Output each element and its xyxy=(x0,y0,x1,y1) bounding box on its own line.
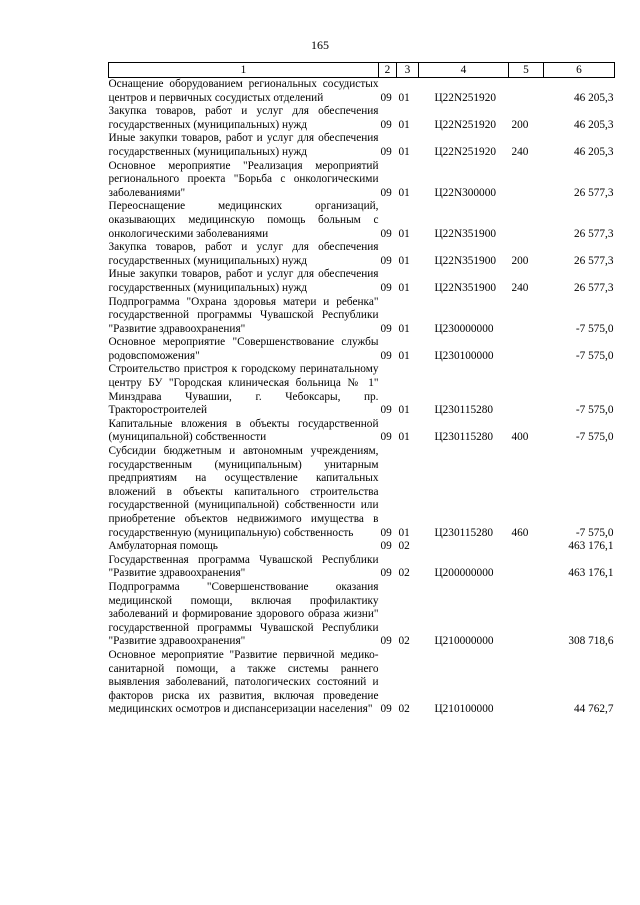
row-name: Закупка товаров, работ и услуг для обеспечения государственных (муниципальных) нужд xyxy=(108,105,379,131)
row-amount: 463 176,1 xyxy=(568,540,614,553)
row-expense-type: 240 xyxy=(511,145,529,158)
table-row xyxy=(109,581,615,649)
row-subsection: 02 xyxy=(398,635,410,648)
row-subsection: 01 xyxy=(398,322,410,335)
row-target-article: Ц210000000 xyxy=(434,635,494,648)
row-target-article: Ц22N351900 xyxy=(434,281,497,294)
row-amount: 44 762,7 xyxy=(573,703,614,716)
header-col-5: 5 xyxy=(509,63,544,78)
table-row xyxy=(109,445,615,540)
row-section: 09 xyxy=(380,227,392,240)
row-amount: 26 577,3 xyxy=(573,254,614,267)
row-expense-type xyxy=(509,160,544,201)
row-target-article: Ц230115280 xyxy=(434,526,494,539)
header-col-4: 4 xyxy=(419,63,509,78)
table-row xyxy=(109,132,615,159)
row-section: 09 xyxy=(380,567,392,580)
row-name: Иные закупки товаров, работ и услуг для обеспечения государственных (муниципальных) нужд xyxy=(108,132,379,158)
table-row xyxy=(109,336,615,363)
row-target-article: Ц210100000 xyxy=(434,703,494,716)
row-expense-type: 240 xyxy=(511,281,529,294)
row-section: 09 xyxy=(380,281,392,294)
row-target-article: Ц200000000 xyxy=(434,567,494,580)
table-row xyxy=(109,200,615,241)
row-expense-type: 460 xyxy=(511,526,529,539)
row-subsection: 02 xyxy=(398,567,410,580)
row-expense-type xyxy=(509,200,544,241)
table-row xyxy=(109,363,615,417)
row-target-article: Ц22N300000 xyxy=(434,186,497,199)
row-target-article: Ц230115280 xyxy=(434,404,494,417)
row-expense-type xyxy=(509,296,544,337)
header-row xyxy=(109,63,615,78)
table-row xyxy=(109,160,615,201)
row-name: Основное мероприятие "Реализация мероприятий регионального проекта "Борьба с онкологическими заболеваниями" xyxy=(108,159,379,199)
row-name: Оснащение оборудованием региональных сосудистых центров и первичных сосудистых отделений xyxy=(108,78,379,104)
row-target-article: Ц230115280 xyxy=(434,431,494,444)
row-name: Основное мероприятие "Развитие первичной медико-санитарной помощи, а также системы раннего выявления заболеваний, патологических состояний и факторов риска их развития, включая проведение медицинских осмотров и диспансеризации населения" xyxy=(108,648,379,716)
header-col-2: 2 xyxy=(379,63,397,78)
header-col-3: 3 xyxy=(397,63,419,78)
row-amount: -7 575,0 xyxy=(575,526,614,539)
table-row xyxy=(109,649,615,717)
row-subsection: 01 xyxy=(398,186,410,199)
row-amount: 26 577,3 xyxy=(573,186,614,199)
row-subsection: 01 xyxy=(398,227,410,240)
row-expense-type: 200 xyxy=(511,118,529,131)
row-amount: 26 577,3 xyxy=(573,281,614,294)
row-name: Государственная программа Чувашской Республики "Развитие здравоохранения" xyxy=(108,553,379,580)
row-section: 09 xyxy=(380,322,392,335)
row-subsection: 02 xyxy=(398,703,410,716)
row-amount: -7 575,0 xyxy=(575,404,614,417)
table-row xyxy=(109,241,615,268)
row-amount: 46 205,3 xyxy=(573,145,614,158)
row-subsection: 01 xyxy=(398,145,410,158)
row-amount: 463 176,1 xyxy=(568,567,614,580)
row-name: Переоснащение медицинских организаций, оказывающих медицинскую помощь больным с онкологическими заболеваниями xyxy=(108,200,379,240)
row-expense-type xyxy=(509,363,544,417)
page-number: 165 xyxy=(311,38,329,52)
header-col-6: 6 xyxy=(544,63,615,78)
row-subsection: 01 xyxy=(398,404,410,417)
row-target-article xyxy=(419,540,509,554)
row-name: Закупка товаров, работ и услуг для обеспечения государственных (муниципальных) нужд xyxy=(108,241,379,267)
row-section: 09 xyxy=(380,186,392,199)
row-section: 09 xyxy=(380,349,392,362)
row-section: 09 xyxy=(380,431,392,444)
row-section: 09 xyxy=(380,635,392,648)
table-row xyxy=(109,105,615,132)
row-expense-type xyxy=(509,554,544,581)
row-expense-type: 200 xyxy=(511,254,529,267)
row-expense-type xyxy=(509,649,544,717)
row-expense-type: 400 xyxy=(511,431,529,444)
row-name: Подпрограмма "Совершенствование оказания медицинской помощи, включая профилактику заболеваний и формирование здорового образа жизни" государственной программы Чувашской Республики "Развитие здравоохранения" xyxy=(108,580,379,648)
row-target-article: Ц22N351900 xyxy=(434,227,497,240)
row-section: 09 xyxy=(380,703,392,716)
row-target-article: Ц22N251920 xyxy=(434,118,497,131)
row-expense-type xyxy=(509,336,544,363)
row-name: Капитальные вложения в объекты государственной (муниципальной) собственности xyxy=(108,417,379,444)
row-section: 09 xyxy=(380,254,392,267)
row-amount: 46 205,3 xyxy=(573,118,614,131)
row-target-article: Ц22N251920 xyxy=(434,91,497,104)
table-body xyxy=(109,78,615,717)
row-name: Строительство пристроя к городскому перинатальному центру БУ "Городская клиническая больница № 1" Минздрава Чувашии, г. Чебоксары, пр. Тракторостроителей xyxy=(108,363,379,417)
row-subsection: 01 xyxy=(398,526,410,539)
row-expense-type xyxy=(509,78,544,106)
row-subsection: 01 xyxy=(398,91,410,104)
row-subsection: 01 xyxy=(398,254,410,267)
row-subsection: 01 xyxy=(398,118,410,131)
row-target-article: Ц22N251920 xyxy=(434,145,497,158)
row-expense-type xyxy=(509,581,544,649)
row-name: Иные закупки товаров, работ и услуг для обеспечения государственных (муниципальных) нужд xyxy=(108,268,379,294)
row-section: 09 xyxy=(380,145,392,158)
table-row xyxy=(109,296,615,337)
row-target-article: Ц22N351900 xyxy=(434,254,497,267)
row-section: 09 xyxy=(380,404,392,417)
row-name: Основное мероприятие "Совершенствование службы родовспоможения" xyxy=(108,336,379,362)
row-subsection: 02 xyxy=(398,540,410,553)
row-target-article: Ц230100000 xyxy=(434,349,494,362)
table-row xyxy=(109,554,615,581)
row-amount: -7 575,0 xyxy=(575,349,614,362)
row-subsection: 01 xyxy=(398,349,410,362)
row-expense-type xyxy=(509,540,544,554)
row-amount: -7 575,0 xyxy=(575,322,614,335)
row-amount: 26 577,3 xyxy=(573,227,614,240)
row-section: 09 xyxy=(380,91,392,104)
row-target-article: Ц230000000 xyxy=(434,322,494,335)
row-amount: 308 718,6 xyxy=(568,635,614,648)
table-row xyxy=(109,78,615,106)
row-name: Амбулаторная помощь xyxy=(108,540,218,553)
row-subsection: 01 xyxy=(398,431,410,444)
row-name: Субсидии бюджетным и автономным учреждениям, государственным (муниципальным) унитарным предприятиям на осуществление капитальных вложений в объекты капитального строительства государственной (муниципальной) собственности или приобретение объектов недвижимого имущества в государственную (муниципальную) собственность xyxy=(108,445,379,539)
table-row xyxy=(109,540,615,554)
table-row xyxy=(109,268,615,295)
row-amount: -7 575,0 xyxy=(575,431,614,444)
header-col-1: 1 xyxy=(109,63,379,78)
row-amount: 46 205,3 xyxy=(573,91,614,104)
table-row xyxy=(109,418,615,445)
budget-table xyxy=(108,62,615,717)
table-header xyxy=(109,63,615,78)
row-subsection: 01 xyxy=(398,281,410,294)
row-name: Подпрограмма "Охрана здоровья матери и ребенка" государственной программы Чувашской Республики "Развитие здравоохранения" xyxy=(108,295,379,335)
row-section: 09 xyxy=(380,526,392,539)
row-section: 09 xyxy=(380,118,392,131)
row-section: 09 xyxy=(380,540,392,553)
